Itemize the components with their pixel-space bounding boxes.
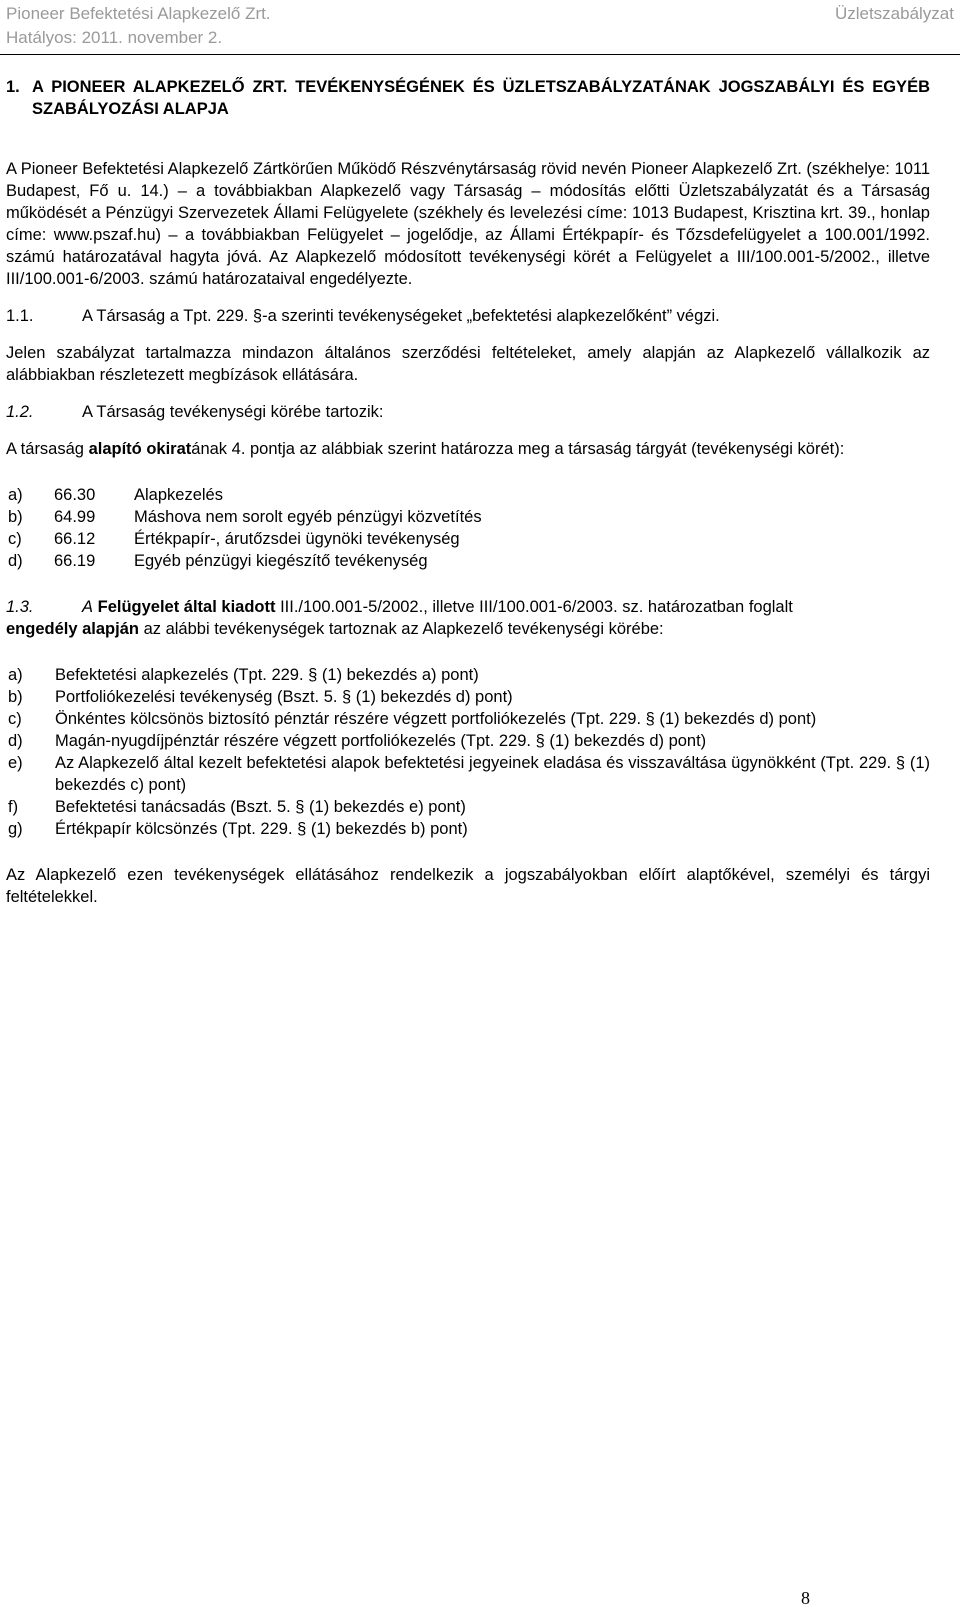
terms-paragraph: Jelen szabályzat tartalmazza mindazon általános szerződési feltételeket, amely alapján az Alapkezelő vállalkozik az alábbiakban részletezett megbízások ellátására. <box>6 344 930 384</box>
text-run: ának 4. pontja az alábbiak szerint határozza meg a társaság tárgyát (tevékenységi körét): <box>191 440 845 458</box>
subsection-1-3-continued <box>6 618 930 640</box>
item-letter: c) <box>8 710 22 728</box>
text-run: A társaság <box>6 440 89 458</box>
item-description: Az Alapkezelő által kezelt befektetési alapok befektetési jegyeinek eladása és visszaváltása ügynökként (Tpt. 229. § (1) bekezdés c) pont) <box>55 754 930 794</box>
item-letter: g) <box>8 820 23 838</box>
item-description: Alapkezelés <box>134 486 223 504</box>
subsection-1-2 <box>6 401 930 423</box>
bold-text: Felügyelet által kiadott <box>97 598 276 616</box>
document-body <box>6 76 930 908</box>
subsection-number: 1.2. <box>6 403 34 421</box>
activity-code-list <box>6 484 930 572</box>
item-letter: a) <box>8 486 23 504</box>
item-description: Értékpapír-, árutőzsdei ügynöki tevékenység <box>134 530 460 548</box>
section-title: A PIONEER ALAPKEZELŐ ZRT. TEVÉKENYSÉGÉNEK ÉS ÜZLETSZABÁLYZATÁNAK JOGSZABÁLYI ÉS EGYÉB SZABÁLYOZÁSI ALAPJA <box>32 78 930 118</box>
item-code: 64.99 <box>54 508 96 526</box>
item-letter: d) <box>8 732 23 750</box>
section-number: 1. <box>6 78 20 96</box>
item-description: Magán-nyugdíjpénztár részére végzett portfoliókezelés (Tpt. 229. § (1) bekezdés d) pont) <box>55 732 707 750</box>
item-code: 66.19 <box>54 552 96 570</box>
subsection-number: 1.3. <box>6 598 34 616</box>
list-item <box>6 664 930 686</box>
page-header-top <box>6 4 954 24</box>
text-run: az alábbi tevékenységek tartoznak az Alapkezelő tevékenységi körébe: <box>143 620 664 638</box>
list-item <box>6 752 930 796</box>
list-item <box>6 708 930 730</box>
item-letter: b) <box>8 688 23 706</box>
subsection-1-3 <box>6 596 930 618</box>
header-effective-date: Hatályos: 2011. november 2. <box>6 28 223 47</box>
item-letter: e) <box>8 754 23 772</box>
activity-list <box>6 664 930 840</box>
item-description: Befektetési alapkezelés (Tpt. 229. § (1) bekezdés a) pont) <box>55 666 479 684</box>
scope-paragraph <box>6 438 930 460</box>
list-item <box>6 550 930 572</box>
item-letter: f) <box>8 798 19 816</box>
header-doc-type: Üzletszabályzat <box>834 4 954 23</box>
closing-paragraph: Az Alapkezelő ezen tevékenységek ellátásához rendelkezik a jogszabályokban előírt alaptőkével, személyi és tárgyi feltételekkel. <box>6 866 930 906</box>
intro-paragraph: A Pioneer Befektetési Alapkezelő Zártkörűen Működő Részvénytársaság rövid nevén Pioneer Alapkezelő Zrt. (székhelye: 1011 Budapest, Fő u. 14.) – a továbbiakban Alapkezelő vagy Társaság – módosítás előtti Üzletszabályzatát és a Társaság működését a Pénzügyi Szervezetek Állami Felügyelete (székhely és levelezési címe: 1013 Budapest, Krisztina krt. 39., honlap címe: www.pszaf.hu) – a továbbiakban Felügyelet – jogelődje, az Állami Értékpapír- és Tőzsdefelügyelet a 100.001/1992. számú határozatával hagyta jóvá. Az Alapkezelő módosított tevékenységi körét a Felügyelet a III/100.001-5/2002., illetve III/100.001-6/2003. számú határozataival engedélyezte. <box>6 160 930 288</box>
item-letter: d) <box>8 552 23 570</box>
item-description: Portfoliókezelési tevékenység (Bszt. 5. § (1) bekezdés d) pont) <box>55 688 513 706</box>
italic-text: A <box>82 598 94 616</box>
list-item <box>6 506 930 528</box>
list-item <box>6 796 930 818</box>
header-divider <box>0 54 960 55</box>
item-description: Önkéntes kölcsönös biztosító pénztár részére végzett portfoliókezelés (Tpt. 229. § (1) bekezdés d) pont) <box>55 710 817 728</box>
item-letter: b) <box>8 508 23 526</box>
item-description: Befektetési tanácsadás (Bszt. 5. § (1) bekezdés e) pont) <box>55 798 466 816</box>
subsection-text: A Társaság a Tpt. 229. §-a szerinti tevékenységeket „befektetési alapkezelőként” végzi. <box>82 307 720 325</box>
item-letter: a) <box>8 666 23 684</box>
item-letter: c) <box>8 530 22 548</box>
list-item <box>6 686 930 708</box>
list-item <box>6 818 930 840</box>
bold-text: alapító <box>88 440 142 458</box>
bold-text: okirat <box>146 440 192 458</box>
item-description: Máshova nem sorolt egyéb pénzügyi közvetítés <box>134 508 482 526</box>
item-description: Egyéb pénzügyi kiegészítő tevékenység <box>134 552 428 570</box>
item-description: Értékpapír kölcsönzés (Tpt. 229. § (1) bekezdés b) pont) <box>55 820 468 838</box>
text-run: III./100.001-5/2002., illetve III/100.001-6/2003. sz. határozatban foglalt <box>280 598 793 616</box>
header-company: Pioneer Befektetési Alapkezelő Zrt. <box>6 4 271 23</box>
section-heading <box>6 76 930 120</box>
bold-text: engedély alapján <box>6 620 139 638</box>
list-item <box>6 484 930 506</box>
subsection-number: 1.1. <box>6 307 34 325</box>
page-header-bottom <box>6 28 954 48</box>
subsection-1-1 <box>6 305 930 327</box>
item-code: 66.30 <box>54 486 96 504</box>
item-code: 66.12 <box>54 530 96 548</box>
page-number: 8 <box>801 1588 810 1608</box>
subsection-text: A Társaság tevékenységi körébe tartozik: <box>82 403 384 421</box>
list-item <box>6 730 930 752</box>
subsection-text <box>82 596 930 618</box>
list-item <box>6 528 930 550</box>
